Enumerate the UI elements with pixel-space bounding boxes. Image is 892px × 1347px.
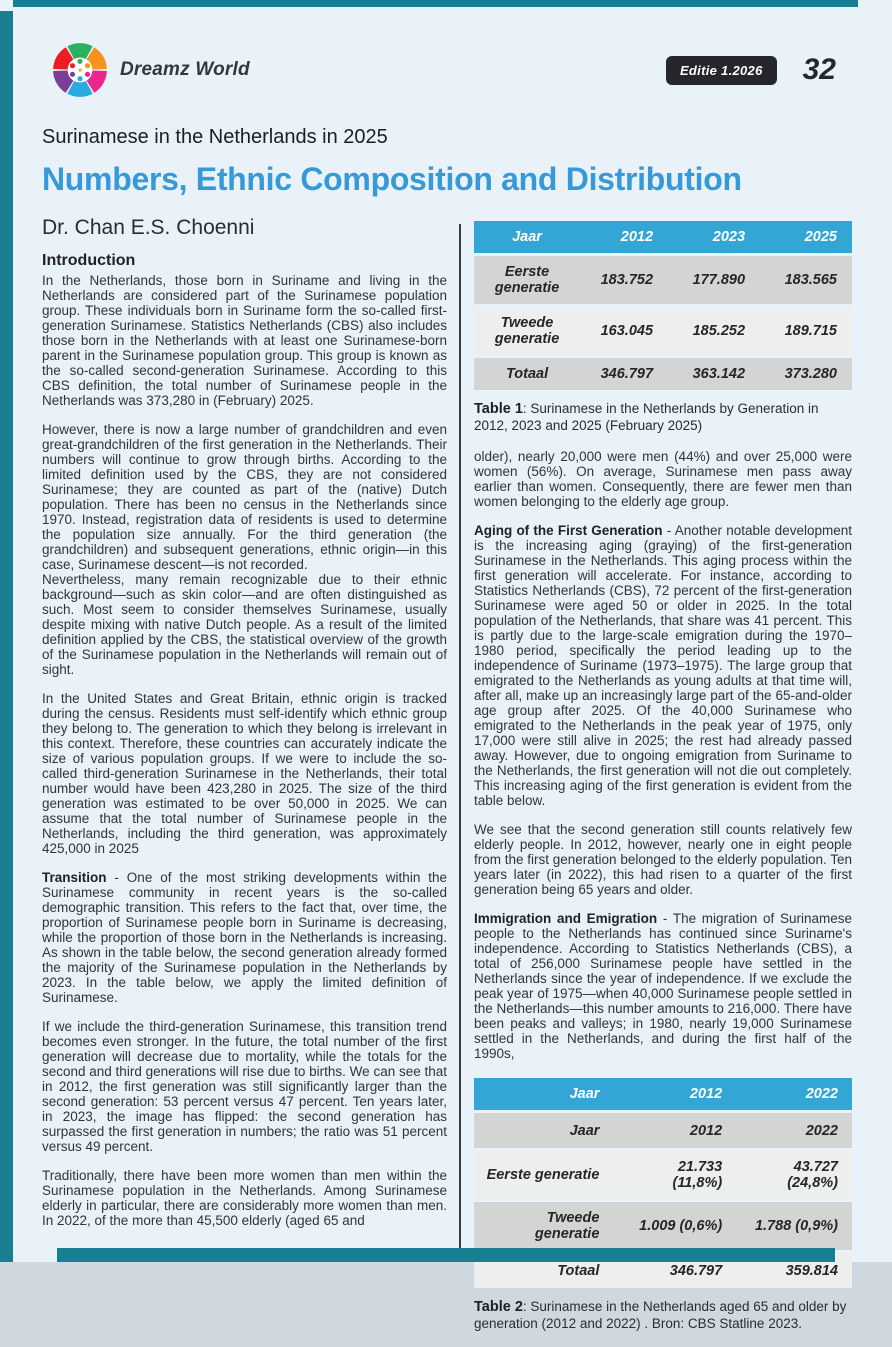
brand-name: Dreamz World bbox=[120, 59, 250, 80]
page-title: Numbers, Ethnic Composition and Distribution bbox=[42, 161, 742, 197]
table-1-header-row bbox=[474, 221, 852, 253]
paragraph: We see that the second generation still counts relatively few elderly people. In 2012, however, nearly one in eight people from the first generation belonged to the elderly population. Ten years later (in 2022), this had risen to a quarter of the first generation being 65 years and older. bbox=[474, 822, 852, 897]
svg-text:★: ★ bbox=[76, 65, 84, 75]
column-header: Jaar bbox=[474, 221, 576, 253]
paragraph: In the United States and Great Britain, ethnic origin is tracked during the census. Residents must self-identify which ethnic group they belong to. The generation to which they belong is irrelevant in this context. Therefore, these countries can accurately indicate the size of various population groups. If we were to include the so-called third-generation Surinamese in the Netherlands, their total number would have been 423,280 in 2025. The size of the third generation was estimated to be over 50,000 in 2025. We can assume that the total number of Surinamese people in the Netherlands, including the third generation, was approximately 425,000 in 2025 bbox=[42, 691, 447, 856]
paragraph-transition: Transition - One of the most striking developments within the Surinamese community in recent years is the so-called demographic transition. This refers to the fact that, over time, the proportion of Surinamese people born in Suriname is decreasing, while the proportion of those born in the Netherlands is increasing. As shown in the table below, the second generation already formed the majority of the Surinamese population in the Netherlands by 2023. In the table below, we apply the limited definition of Surinamese. bbox=[42, 870, 447, 1005]
paragraph: If we include the third-generation Surinamese, this transition trend becomes even stronger. In the future, the total number of the first generation will decrease due to mortality, while the totals for the second and third generations will rise due to births. We can see that in 2012, the first generation was still significantly larger than the second generation: 53 percent versus 47 percent. Ten years later, in 2023, the image has flipped: the second generation has surpassed the first generation in numbers; the ratio was 51 percent versus 49 percent. bbox=[42, 1019, 447, 1154]
paragraph-lead: Immigration and Emigration bbox=[474, 911, 658, 926]
table-row: Totaal 346.797 359.814 bbox=[474, 1253, 852, 1288]
page-header bbox=[0, 0, 892, 98]
column-header: Jaar bbox=[474, 1078, 621, 1110]
table-row: Totaal 346.797 363.142 373.280 bbox=[474, 358, 852, 390]
paragraph-immigration: Immigration and Emigration - The migration of Surinamese people to the Netherlands has continued since Suriname's independence. According to Statistics Netherlands (CBS), a total of 256,000 Surinamese people have settled in the Netherlands since the year of independence. If we exclude the peak year of 1975—when 40,000 Surinamese people settled in the Netherlands—this number amounts to 216,000. There have been peaks and valleys; in 1980, nearly 19,000 Surinamese settled in the Netherlands, and during the first half of the 1990s, bbox=[474, 911, 852, 1061]
table-2-header-row bbox=[474, 1078, 852, 1110]
page-number: 32 bbox=[802, 53, 836, 86]
edition-badge: Editie 1.2026 bbox=[666, 56, 777, 85]
left-accent-bar bbox=[0, 11, 13, 1262]
column-header: 2025 bbox=[760, 221, 852, 253]
table-row: Tweede generatie 163.045 185.252 189.715 bbox=[474, 307, 852, 355]
table-1-caption: Table 1: Surinamese in the Netherlands by Generation in 2012, 2023 and 2025 (February 2025) bbox=[474, 401, 819, 433]
table-row: Tweede generatie 1.009 (0,6%) 1.788 (0,9%) bbox=[474, 1202, 852, 1250]
table-row: Eerste generatie 21.733 (11,8%) 43.727 (24,8%) bbox=[474, 1151, 852, 1199]
author-byline: Dr. Chan E.S. Choenni bbox=[42, 216, 255, 239]
section-heading-introduction: Introduction bbox=[42, 252, 136, 269]
table-row: Jaar 2012 2022 bbox=[474, 1113, 852, 1148]
paragraph: older), nearly 20,000 were men (44%) and over 25,000 were women (56%). On average, Surinamese men pass away earlier than women. Consequently, there are fewer men than women belonging to the elderly age group. bbox=[474, 449, 852, 509]
left-column bbox=[42, 216, 459, 1347]
table-row: Eerste generatie 183.752 177.890 183.565 bbox=[474, 256, 852, 304]
paragraph: Traditionally, there have been more women than men within the Surinamese population in the Netherlands. Among Surinamese elderly in particular, there are considerably more women than men. In 2022, of the more than 45,500 elderly (aged 65 and bbox=[42, 1168, 447, 1228]
table-2-caption: Table 2: Surinamese in the Netherlands aged 65 and older by generation (2012 and 2022) . Bron: CBS Statline 2023. bbox=[474, 1299, 847, 1331]
table-1-generations bbox=[474, 218, 852, 393]
paragraph: However, there is now a large number of grandchildren and even great-grandchildren of the first generation in the Netherlands. Their numbers will continue to grow through births. According to the limited definition used by the CBS, they are not considered Surinamese; they are counted as part of the (native) Dutch population. There has been no census in the Netherlands since 1970. Instead, registration data of residents is used to determine the population size annually. For the third generation (the grandchildren) and subsequent generations, ethnic origin—in this case, Surinamese descent—is not recorded. bbox=[42, 422, 447, 572]
kicker: Surinamese in the Netherlands in 2025 bbox=[42, 126, 388, 148]
column-header: 2012 bbox=[576, 221, 668, 253]
paragraph-aging: Aging of the First Generation - Another notable development is the increasing aging (graying) of the first-generation Surinamese in the Netherlands. This aging process within the first generation will accelerate. For instance, according to Statistics Netherlands (CBS), 72 percent of the first-generation Surinamese were aged 50 or older in 2025. In the total population of the Netherlands, that share was 41 percent. This is partly due to the large-scale emigration during the 1970–1980 period, specifically the period leading up to the independence of Suriname (1973–1975). The large group that emigrated to the Netherlands as young adults at that time will, after all, make up an increasingly large part of the 65-and-older age group after 2025. Of the 40,000 Surinamese who emigrated to the Netherlands in the peak year of 1975, only 17,000 were still alive in 2025; the rest had already passed away. However, due to ongoing emigration from Suriname to the Netherlands, the first generation will not die out completely. This increasing aging of the first generation is evident from the table below. bbox=[474, 523, 852, 808]
dreamz-world-logo-icon bbox=[52, 42, 108, 98]
brand bbox=[52, 42, 250, 98]
right-column bbox=[461, 216, 852, 1347]
paragraph: In the Netherlands, those born in Suriname and living in the Netherlands are considered part of the Surinamese population group. These individuals born in Suriname form the so-called first-generation Surinamese. Statistics Netherlands (CBS) also includes those born in the Netherlands with at least one Surinamese-born parent in the Surinamese population group. This group is known as the so-called second-generation Surinamese. According to this CBS definition, the total number of Surinamese people in the Netherlands was 373,280 in (February) 2025. bbox=[42, 273, 447, 408]
paragraph: Nevertheless, many remain recognizable due to their ethnic background—such as skin color—and are often distinguished as such. Most seem to consider themselves Surinamese, usually despite mixing with native Dutch people. As a result of the limited definition applied by the CBS, the statistical overview of the growth of the Surinamese population in the Netherlands will remain out of sight. bbox=[42, 572, 447, 677]
header-right bbox=[666, 53, 836, 87]
paragraph-lead: Transition bbox=[42, 870, 107, 885]
article-columns bbox=[42, 216, 852, 1347]
paragraph-lead: Aging of the First Generation bbox=[474, 523, 663, 538]
top-accent-bar bbox=[13, 0, 858, 7]
column-header: 2012 bbox=[621, 1078, 736, 1110]
bottom-accent-bar bbox=[57, 1248, 835, 1262]
column-header: 2022 bbox=[736, 1078, 852, 1110]
column-header: 2023 bbox=[668, 221, 760, 253]
